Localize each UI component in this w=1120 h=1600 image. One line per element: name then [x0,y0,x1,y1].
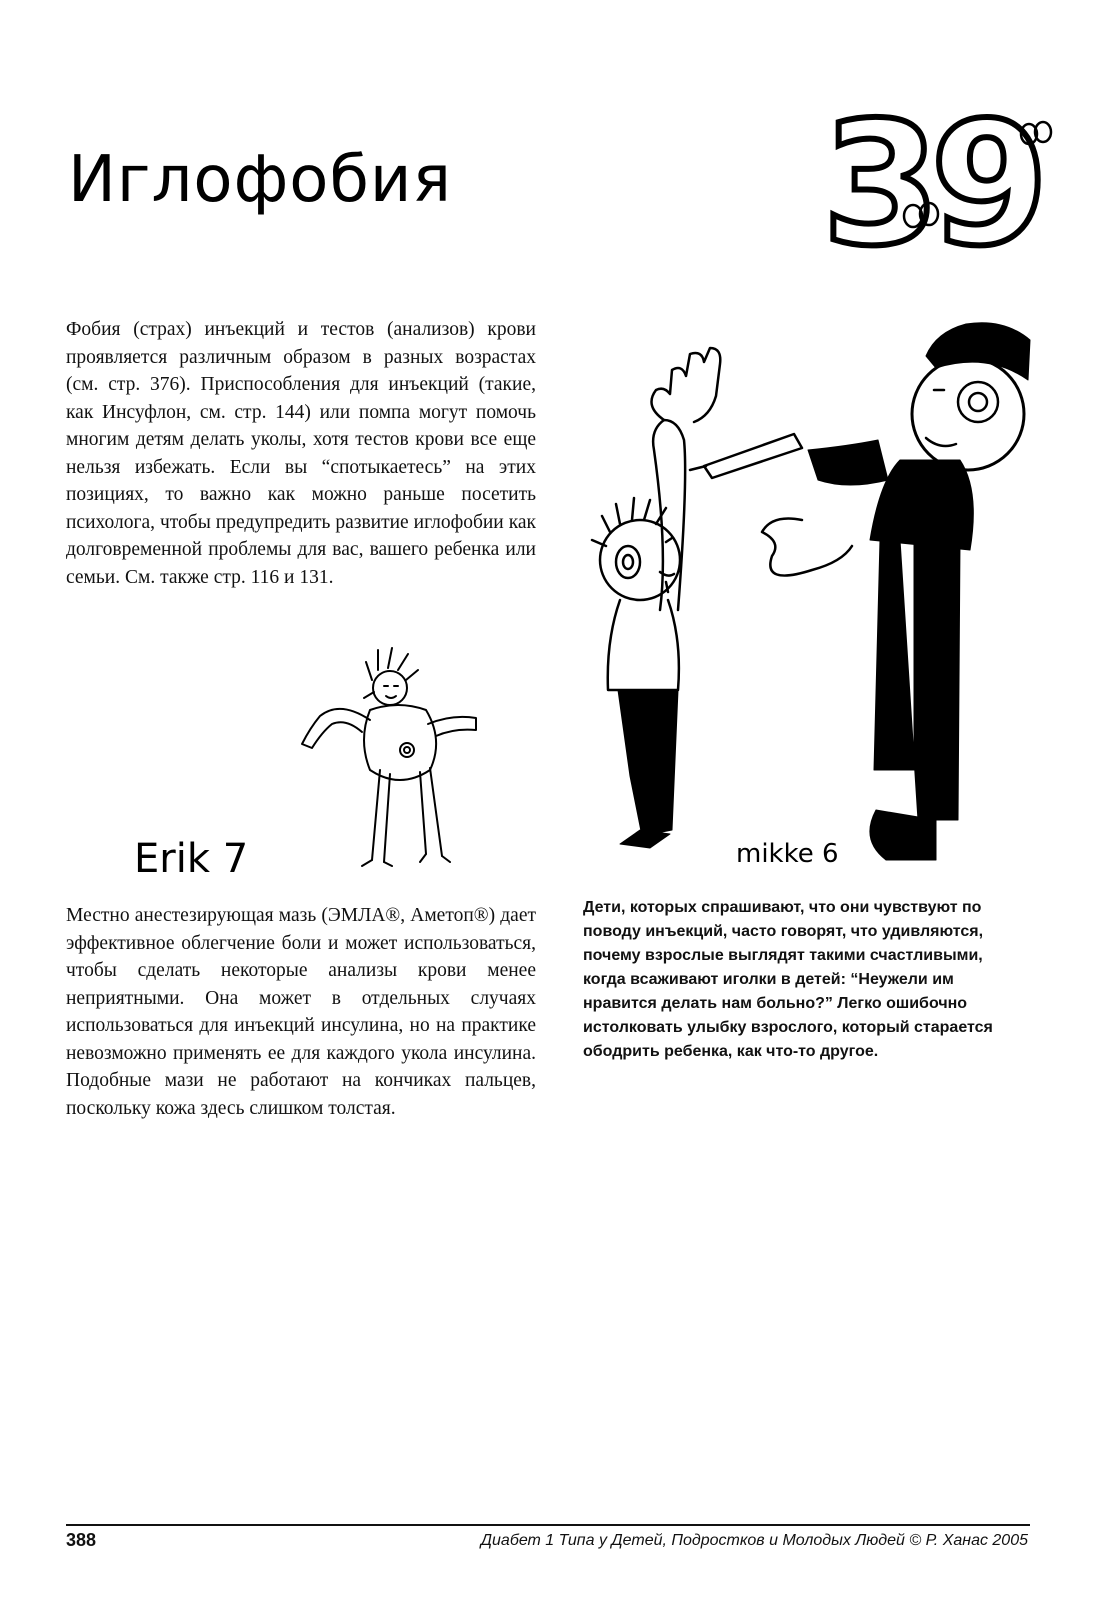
mikke-signature: mikke 6 [736,839,839,869]
footer-rule [66,1524,1030,1526]
chapter-number: 39 [822,98,1039,268]
book-title-footer: Диабет 1 Типа у Детей, Подростков и Молодых Людей © Р. Ханас 2005 [480,1532,1028,1549]
intro-paragraph: Фобия (страх) инъекций и тестов (анализов) крови проявляется различным образом в разных возрастах (см. стр. 376). Приспособления для инъекций (такие, как Инсуфлон, см. стр. 144) или помпа могут помочь многим детям делать уколы, хотя тестов крови все еще нельзя избежать. Если вы “спотыкаетесь” на этих позициях, то важно как можно раньше посетить психолога, чтобы предупредить развитие иглофобии как долговременной проблемы для вас, вашего ребенка или семьи. См. также стр. 116 и 131. [66,319,536,588]
chapter-number-graphic [818,98,1058,268]
erik-signature: Erik 7 [134,836,249,882]
page-title: Иглофобия [68,143,452,217]
figure-caption: Дети, которых спрашивают, что они чувствуют по поводу инъекций, часто говорят, что удивляются, почему взрослые выглядят такими счастливыми, когда всаживают иголки в детей: “Неужели им нравится делать нам больно?” Легко ошибочно истолковать улыбку взрослого, который старается ободрить ребенка, как что-то другое. [583,899,993,1060]
anesthetic-paragraph: Местно анестезирующая мазь (ЭМЛА®, Аметоп®) дает эффективное облегчение боли и может использоваться, чтобы сделать некоторые анализы крови менее неприятными. Она может в отдельных случаях использоваться для инъекций инсулина, но на практике невозможно применять ее для каждого укола инсулина. Подобные мази не работают на кончиках пальцев, поскольку кожа здесь слишком толстая. [66,905,536,1119]
erik-child-drawing [120,640,480,890]
page-number: 388 [66,1530,97,1550]
mikke-child-drawing [580,310,1060,880]
